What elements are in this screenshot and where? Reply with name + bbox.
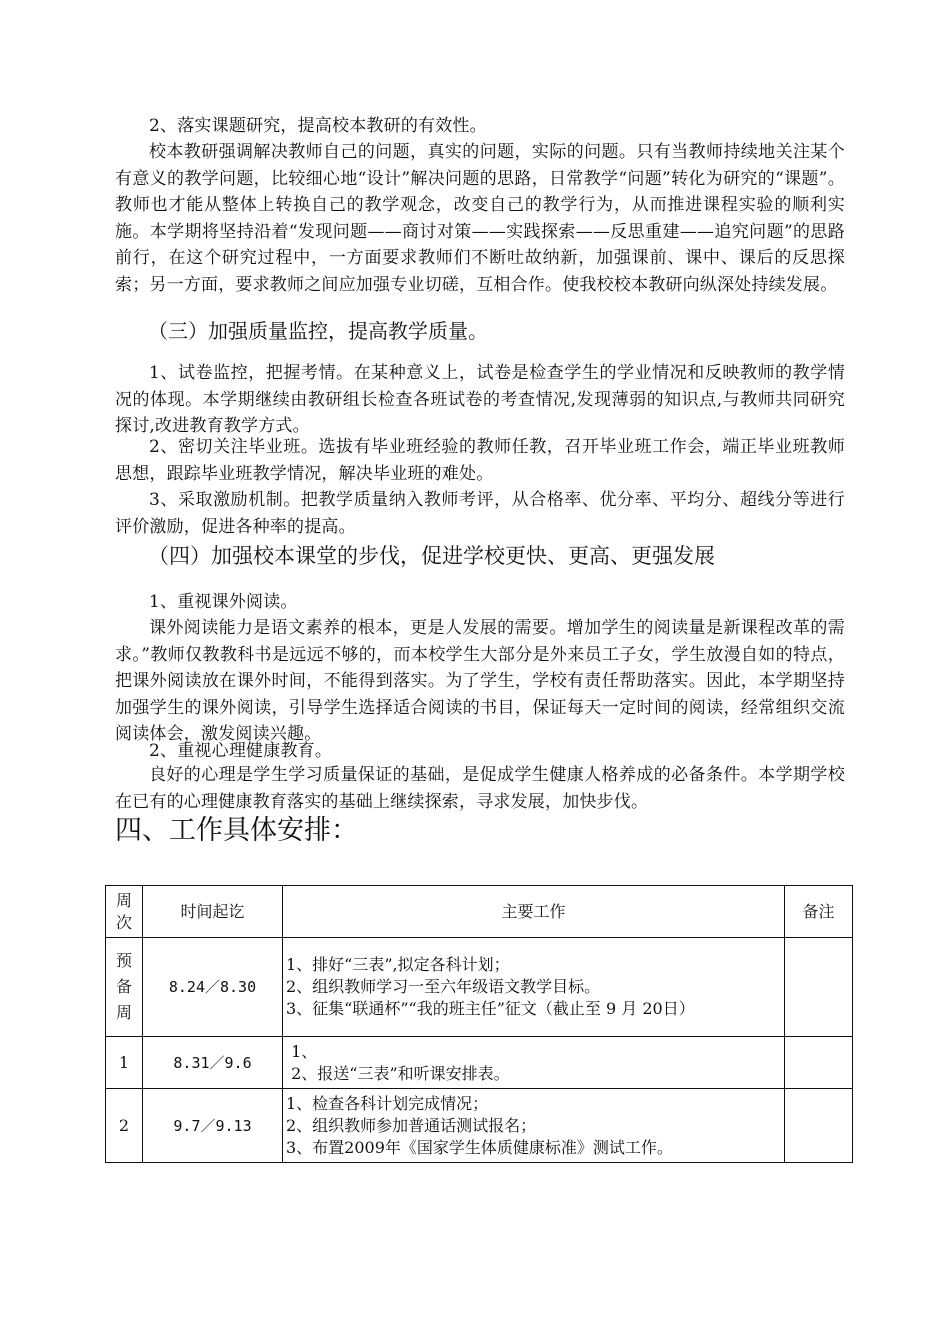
header-work: 主要工作: [283, 886, 785, 938]
work-line: 2、组织教师参加普通话测试报名；: [286, 1115, 537, 1135]
part-4-heading: 四、工作具体安排：: [115, 815, 358, 846]
work-line: 3、布置2009年《国家学生体质健康标准》测试工作。: [286, 1137, 673, 1157]
section-4-heading: （四）加强校本课堂的步伐，促进学校更快、更高、更强发展: [148, 544, 715, 568]
header-note: 备注: [785, 886, 853, 938]
row-work: [283, 1037, 785, 1089]
header-week: 周次: [106, 886, 143, 938]
work-line: 3、征集“联通杯”“我的班主任”征文（截止至 9 月 20日）: [286, 999, 695, 1018]
header-time: 时间起讫: [143, 886, 283, 938]
row-week: 2: [106, 1089, 143, 1163]
row-week: 1: [106, 1037, 143, 1089]
table-row: [106, 938, 853, 1037]
section-2-body: 校本教研强调解决教师自己的问题，真实的问题，实际的问题。只有当教师持续地关注某个有意义的教学问题，比较细心地“设计”解决问题的思路，日常教学“问题”转化为研究的“课题”。教师也才能从整体上转换自己的教学观念，改变自己的教学行为，从而推进课程实验的顺利实施。本学期将坚持沿着“发现问题——商讨对策——实践探索——反思重建——追究问题”的思路前行，在这个研究过程中，一方面要求教师们不断吐故纳新，加强课前、课中、课后的反思探索；另一方面，要求教师之间应加强专业切磋，互相合作。使我校校本教研向纵深处持续发展。: [115, 142, 845, 295]
work-line: 1、排好“三表”,拟定各科计划；: [286, 955, 510, 974]
schedule-table: [105, 885, 853, 1163]
table-row: [106, 1089, 853, 1163]
row-work: [283, 938, 785, 1037]
section-3-item-2: 2、密切关注毕业班。选拔有毕业班经验的教师任教，召开毕业班工作会，端正毕业班教师思想，跟踪毕业班教学情况，解决毕业班的难处。: [115, 437, 845, 484]
work-line: 2、组织教师学习一至六年级语文教学目标。: [286, 977, 601, 996]
row-time: 9.7／9.13: [143, 1089, 283, 1163]
row-work: [283, 1089, 785, 1163]
table-row: [106, 1037, 853, 1089]
row-note: [785, 938, 853, 1037]
section-4-item-2-title: 2、重视心理健康教育。: [149, 741, 333, 761]
row-note: [785, 1089, 853, 1163]
section-2-heading: 2、落实课题研究，提高校本教研的有效性。: [149, 116, 487, 136]
work-line: 1、: [286, 1041, 318, 1061]
section-4-item-1-title: 1、重视课外阅读。: [149, 592, 298, 612]
row-time: 8.31／9.6: [143, 1037, 283, 1089]
section-4-item-1-body: 课外阅读能力是语文素养的根本，更是人发展的需要。增加学生的阅读量是新课程改革的需求。”教师仅教教科书是远远不够的，而本校学生大部分是外来员工子女，学生放漫自如的特点，把课外阅读放在课外时间，不能得到落实。为了学生，学校有责任帮助落实。因此，本学期坚持加强学生的课外阅读，引导学生选择适合阅读的书目，保证每天一定时间的阅读，经常组织交流阅读体会，激发阅读兴趣。: [115, 618, 845, 744]
section-3-item-3: 3、采取激励机制。把教学质量纳入教师考评，从合格率、优分率、平均分、超线分等进行评价激励，促进各种率的提高。: [115, 490, 845, 537]
row-time: 8.24／8.30: [143, 938, 283, 1037]
row-note: [785, 1037, 853, 1089]
section-3-heading: （三）加强质量监控，提高教学质量。: [148, 319, 488, 343]
work-line: 1、检查各科计划完成情况；: [286, 1093, 489, 1113]
section-3-item-1: 1、试卷监控，把握考情。在某种意义上，试卷是检查学生的学业情况和反映教师的教学情况的体现。本学期继续由教研组长检查各班试卷的考查情况,发现薄弱的知识点,与教师共同研究探讨,改进教育教学方式。: [115, 363, 845, 436]
table-header-row: [106, 886, 853, 938]
section-4-item-2-body: 良好的心理是学生学习质量保证的基础，是促成学生健康人格养成的必备条件。本学期学校在已有的心理健康教育落实的基础上继续探索，寻求发展，加快步伐。: [115, 765, 845, 812]
work-line: 2、报送“三表”和听课安排表。: [286, 1063, 510, 1083]
row-week: 预备周: [106, 938, 143, 1037]
